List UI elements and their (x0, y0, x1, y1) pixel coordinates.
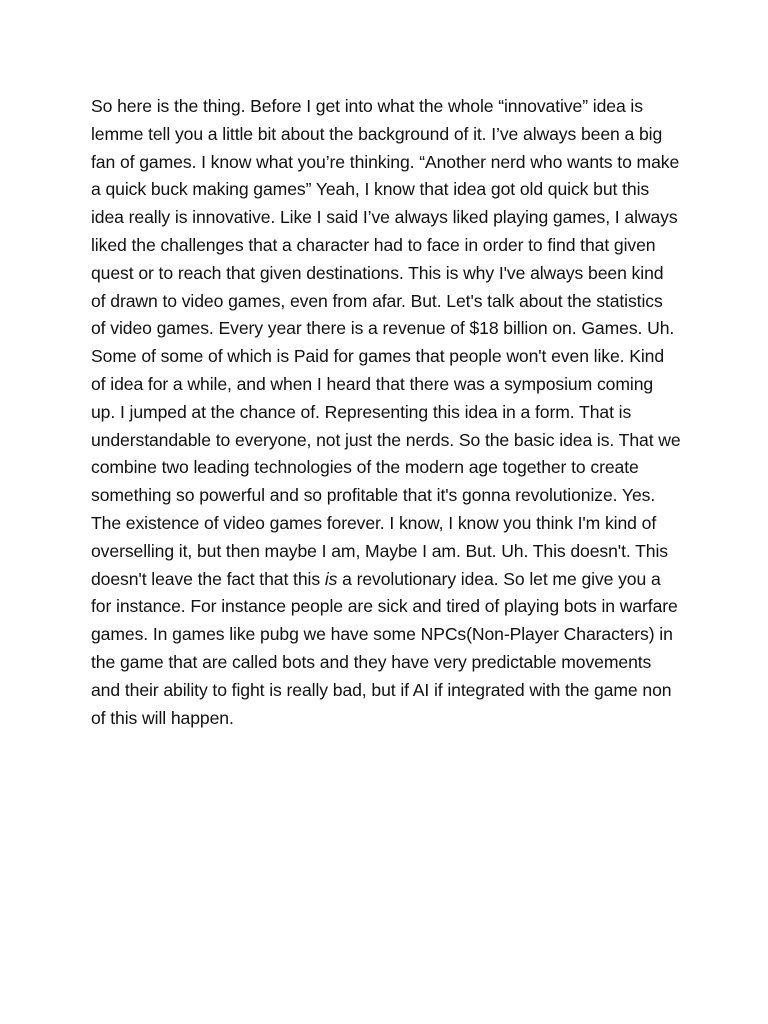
paragraph-text-start: So here is the thing. Before I get into what the whole “innovative” idea is lemme tell you a little bit about the background of it. I’ve always been a big fan of games. I know what you’re thinking. “Another nerd who wants to make a quick buck making games” Yeah, I know that idea got old quick but this idea really is innovative. Like I said I’ve always liked playing games, I always liked the challenges that a character had to face in order to find that given quest or to reach that given destinations. This is why I've always been kind of drawn to video games, even from afar. But. Let's talk about the statistics of video games. Every year there is a revenue of $18 billion on. Games. Uh. Some of some of which is Paid for games that people won't even like. Kind of idea for a while, and when I heard that there was a symposium coming up. I jumped at the chance of. Representing this idea in a form. That is understandable to everyone, not just the nerds. So the basic idea is. That we combine two leading technologies of the modern age together to create something so powerful and so profitable that it's gonna revolutionize. Yes. The existence of video games forever. I know, I know you think I'm kind of overselling it, but then maybe I am, Maybe I am. But. Uh. This doesn't. This doesn't leave the fact that this (91, 96, 681, 589)
emphasized-word: is (324, 568, 338, 589)
body-paragraph (91, 93, 681, 732)
paragraph-text-end: a revolutionary idea. So let me give you a for instance. For instance people are sick and tired of playing bots in warfare games. In games like pubg we have some NPCs(Non-Player Characters) in the game that are called bots and they have very predictable movements and their ability to fight is really bad, but if AI if integrated with the game non of this will happen. (91, 568, 678, 728)
